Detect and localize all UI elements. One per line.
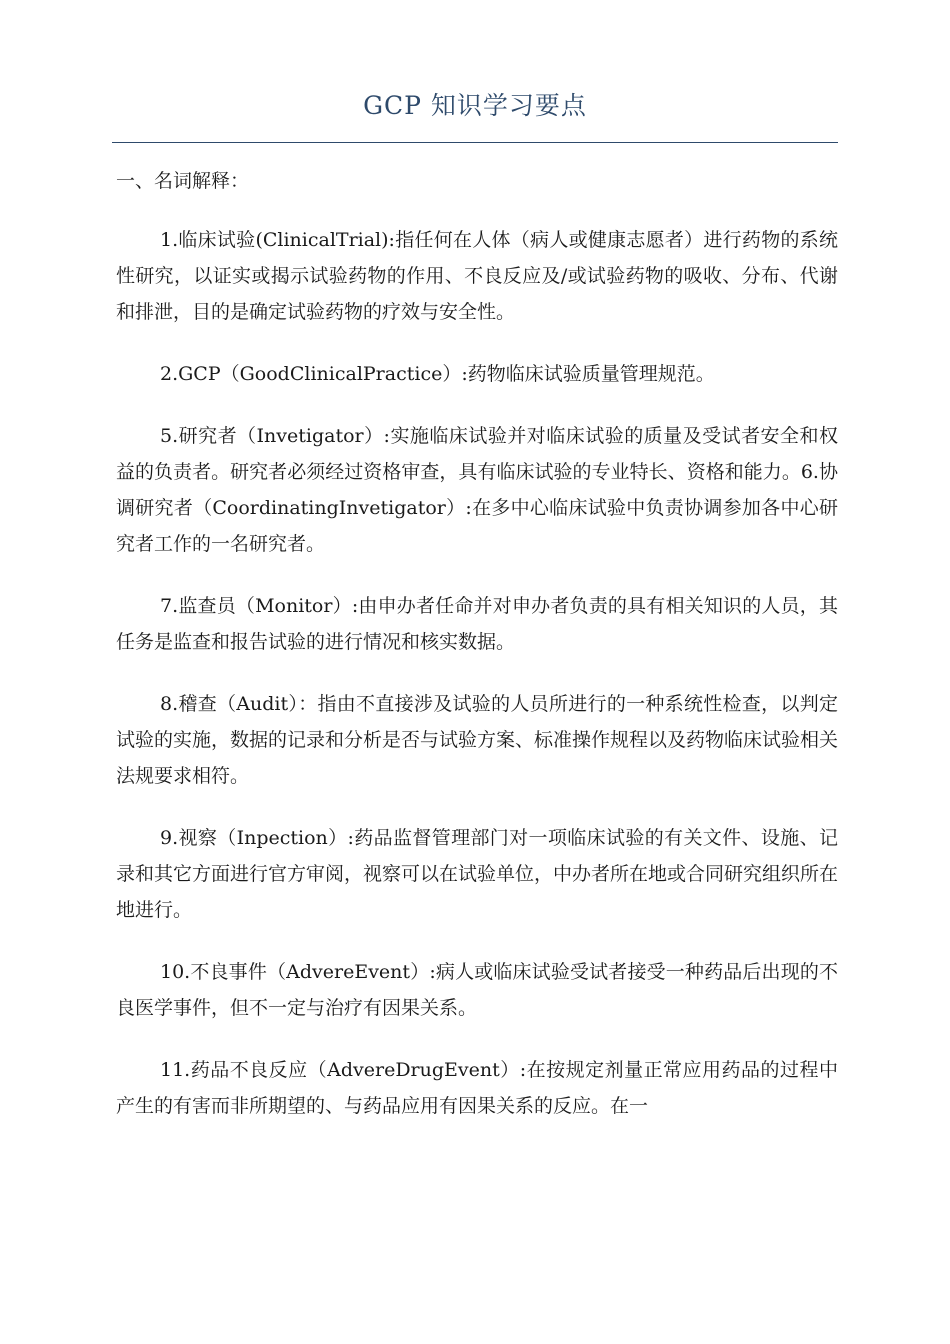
definition-paragraph-clinical-trial: 1.临床试验(ClinicalTrial):指任何在人体（病人或健康志愿者）进行药物的系统性研究，以证实或揭示试验药物的作用、不良反应及/或试验药物的吸收、分布、代谢和排泄，目的是确定试验药物的疗效与安全性。: [116, 229, 838, 323]
definition-paragraph-investigator: 5.研究者（Invetigator）:实施临床试验并对临床试验的质量及受试者安全和权益的负责者。研究者必须经过资格审查，具有临床试验的专业特长、资格和能力。6.协调研究者（CoordinatingInvetigator）:在多中心临床试验中负责协调参加各中心研究者工作的一名研究者。: [116, 425, 838, 555]
section-heading: 一、名词解释：: [116, 170, 250, 192]
definition-paragraph-adverse-drug-reaction: 11.药品不良反应（AdvereDrugEvent）:在按规定剂量正常应用药品的过程中产生的有害而非所期望的、与药品应用有因果关系的反应。在一: [116, 1059, 838, 1117]
definition-paragraph-gcp: 2.GCP（GoodClinicalPractice）:药物临床试验质量管理规范。: [160, 363, 715, 385]
definition-paragraph-inspection: 9.视察（Inpection）:药品监督管理部门对一项临床试验的有关文件、设施、记录和其它方面进行官方审阅，视察可以在试验单位，中办者所在地或合同研究组织所在地进行。: [116, 827, 839, 921]
document-title: GCP 知识学习要点: [363, 91, 587, 120]
title-divider: [112, 142, 838, 143]
definition-paragraph-monitor: 7.监查员（Monitor）:由申办者任命并对申办者负责的具有相关知识的人员，其任务是监查和报告试验的进行情况和核实数据。: [116, 595, 838, 653]
definition-paragraph-adverse-event: 10.不良事件（AdvereEvent）:病人或临床试验受试者接受一种药品后出现的不良医学事件，但不一定与治疗有因果关系。: [116, 961, 838, 1019]
definition-paragraph-audit: 8.稽查（Audit）：指由不直接涉及试验的人员所进行的一种系统性检查，以判定试验的实施，数据的记录和分析是否与试验方案、标准操作规程以及药物临床试验相关法规要求相符。: [116, 693, 839, 787]
definition-list: [116, 222, 838, 1150]
